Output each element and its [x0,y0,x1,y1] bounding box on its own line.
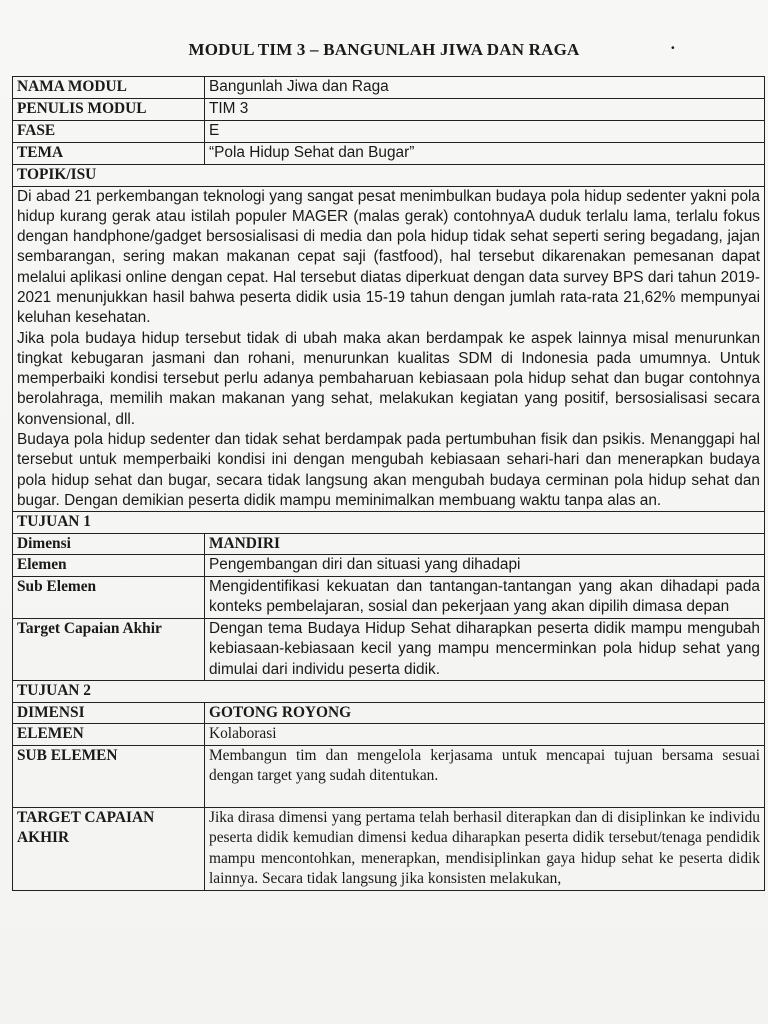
tujuan1-heading: TUJUAN 1 [13,512,765,534]
tujuan2-dimensi-value: GOTONG ROYONG [205,702,765,724]
value-penulis-modul: TIM 3 [205,99,765,121]
document-title [0,40,768,60]
row-tujuan1-elemen [13,555,765,577]
row-fase [13,121,765,143]
value-nama-modul: Bangunlah Jiwa dan Raga [205,77,765,99]
tujuan2-sub-elemen-value: Membangun tim dan mengelola kerjasama untuk mencapai tujuan bersama sesuai dengan target yang sudah ditentukan. [205,745,765,807]
row-tujuan2-dimensi [13,702,765,724]
row-topik-heading [13,165,765,187]
tujuan2-sub-elemen-label: SUB ELEMEN [13,745,205,807]
topik-paragraph-1: Di abad 21 perkembangan teknologi yang sangat pesat menimbulkan budaya pola hidup sedenter yakni pola hidup kurang gerak atau istilah populer MAGER (malas gerak) contohnyaA duduk terlalu lama, terlalu fokus dengan handphone/gadget bersosialisasi di media dan pola hidup tidak sehat seperti sering begadang, jajan sembarangan, sering makan makanan cepat saji (fastfood), hal tersebut dikarenakan pemesanan dapat melalui aplikasi online dengan cepat. Hal tersebut diatas diperkuat dengan data survey BPS dari tahun 2019-2021 menunjukkan hasil bahwa peserta didik usia 15-19 tahun dengan jumlah rata-rata 21,62% mempunyai keluhan kesehatan. [17,187,760,327]
row-tujuan2-heading [13,681,765,703]
value-tema: “Pola Hidup Sehat dan Bugar” [205,143,765,165]
row-nama-modul [13,77,765,99]
tujuan2-elemen-label: ELEMEN [13,724,205,746]
row-tema [13,143,765,165]
tujuan1-target-label: Target Capaian Akhir [13,618,205,681]
tujuan1-dimensi-value: MANDIRI [205,533,765,555]
title-mark: · [670,38,676,57]
tujuan1-sub-elemen-label: Sub Elemen [13,576,205,618]
tujuan2-heading: TUJUAN 2 [13,681,765,703]
value-fase: E [205,121,765,143]
tujuan2-target-value: Jika dirasa dimensi yang pertama telah berhasil diterapkan dan di disiplinkan ke individu peserta didik kemudian dimensi kedua diharapkan peserta didik tersebut/tenaga pendidik mampu mencontohkan, menerapkan, mendisiplinkan gaya hidup sehat ke peserta didik lainnya. Secara tidak langsung jika konsisten melakukan, [205,807,765,890]
tujuan2-elemen-value: Kolaborasi [205,724,765,746]
row-tujuan2-sub-elemen [13,745,765,807]
row-tujuan1-target [13,618,765,681]
row-tujuan2-elemen [13,724,765,746]
topik-body [13,186,765,512]
tujuan1-elemen-label: Elemen [13,555,205,577]
module-table [12,76,765,891]
tujuan1-target-value: Dengan tema Budaya Hidup Sehat diharapkan peserta didik mampu mengubah kebiasaan-kebiasaan kecil yang mampu mencerminkan pola hidup sehat yang dimulai dari individu peserta didik. [205,618,765,681]
label-tema: TEMA [13,143,205,165]
row-topik-body [13,186,765,512]
tujuan1-dimensi-label: Dimensi [13,533,205,555]
tujuan2-dimensi-label: DIMENSI [13,702,205,724]
row-tujuan1-heading [13,512,765,534]
label-nama-modul: NAMA MODUL [13,77,205,99]
topik-heading: TOPIK/ISU [13,165,765,187]
topik-paragraph-2: Jika pola budaya hidup tersebut tidak di ubah maka akan berdampak ke aspek lainnya misal menurunkan tingkat kebugaran jasmani dan rohani, menurunkan kualitas SDM di Indonesia pada umumnya. Untuk memperbaiki kondisi tersebut perlu adanya pembaharuan kebiasaan pola hidup sehat dan bugar contohnya berolahraga, memilih makan makanan yang sehat, melakukan kegiatan yang positif, bersosialisasi secara konvensional, dll. [17,329,760,428]
row-penulis-modul [13,99,765,121]
topik-paragraph-3: Budaya pola hidup sedenter dan tidak sehat berdampak pada pertumbuhan fisik dan psikis. Menanggapi hal tersebut untuk memperbaiki kondisi ini dengan mengubah kebiasaan sehari-hari dan menerapkan budaya pola hidup sehat dan bugar, secara tidak langsung akan mengubah budaya cerminan pola hidup sehat dan bugar. Dengan demikian peserta didik mampu meminimalkan membuang waktu tanpa alas an. [17,431,760,509]
label-penulis-modul: PENULIS MODUL [13,99,205,121]
tujuan1-elemen-value: Pengembangan diri dan situasi yang dihadapi [205,555,765,577]
row-tujuan1-dimensi [13,533,765,555]
title-text: MODUL TIM 3 – BANGUNLAH JIWA DAN RAGA [188,40,580,59]
row-tujuan2-target [13,807,765,890]
label-fase: FASE [13,121,205,143]
tujuan1-sub-elemen-value: Mengidentifikasi kekuatan dan tantangan-tantangan yang akan dihadapi pada konteks pembelajaran, sosial dan pekerjaan yang akan dipilih dimasa depan [205,576,765,618]
tujuan2-target-label: TARGET CAPAIAN AKHIR [13,807,205,890]
row-tujuan1-sub-elemen [13,576,765,618]
